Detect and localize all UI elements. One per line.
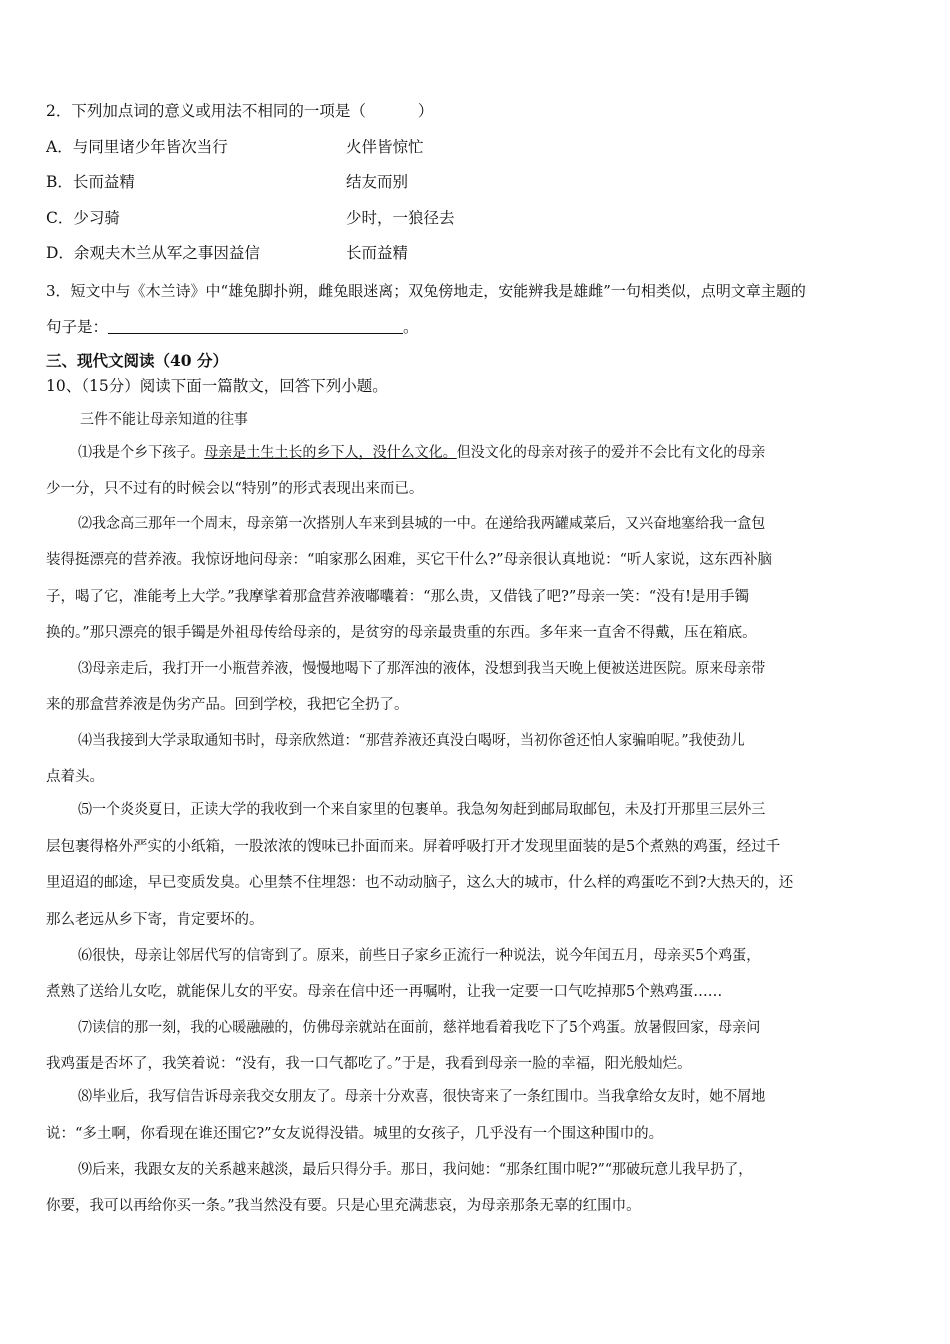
essay-p8-line1: ⑻毕业后，我写信告诉母亲我交女朋友了。母亲十分欢喜，很快寄来了一条红围巾。当我拿给女友时，她不屑地: [78, 1089, 766, 1105]
essay-p5-line2: 层包裹得格外严实的小纸箱，一股浓浓的馊味已扑面而来。屏着呼吸打开才发现里面装的是5个煮熟的鸡蛋，经过千: [46, 839, 781, 855]
q2-option-b: [46, 172, 409, 192]
option-b-right: 结友而别: [346, 173, 409, 191]
p1-underlined-sentence: 母亲是土生土长的乡下人，没什么文化。: [204, 445, 457, 461]
q2-option-c: [46, 208, 455, 228]
q2-stem-text: 2．下列加点词的意义或用法不相同的一项是（: [46, 102, 366, 120]
essay-p4-line2: 点着头。: [46, 769, 104, 785]
option-c-right: 少时，一狼径去: [346, 209, 455, 227]
essay-p6-line1: ⑹很快，母亲让邻居代写的信寄到了。原来，前些日子家乡正流行一种说法，说今年闰五月，母亲买5个鸡蛋，: [78, 948, 761, 964]
q2-stem: [46, 101, 433, 121]
option-c-left: C．少习骑: [46, 209, 120, 227]
q10-instruction: 10、（15分）阅读下面一篇散文，回答下列小题。: [46, 377, 388, 395]
q2-option-d: [46, 243, 409, 263]
q3-suffix: 。: [403, 318, 419, 336]
essay-p3-line2: 来的那盒营养液是伪劣产品。回到学校，我把它全扔了。: [46, 697, 409, 713]
option-b-left: B．长而益精: [46, 173, 135, 191]
essay-p5-line3: 里迢迢的邮途，早已变质发臭。心里禁不住埋怨：也不动动脑子，这么大的城市，什么样的鸡蛋吃不到?大热天的，还: [46, 875, 794, 891]
answer-blank[interactable]: [108, 317, 403, 334]
section-heading: 三、现代文阅读（40 分）: [46, 351, 228, 370]
essay-p8-line2: 说：“多土啊，你看现在谁还围它?”女友说得没错。城里的女孩子，几乎没有一个围这种围巾的。: [46, 1126, 664, 1142]
essay-p2-line4: 换的。”那只漂亮的银手镯是外祖母传给母亲的，是贫穷的母亲最贵重的东西。多年来一直舍不得戴，压在箱底。: [46, 625, 757, 641]
q3-line-2: [46, 317, 419, 337]
q2-option-a: [46, 137, 424, 157]
essay-p5-line1: ⑸一个炎炎夏日，正读大学的我收到一个来自家里的包裹单。我急匆匆赶到邮局取邮包，未及打开那里三层外三: [78, 802, 766, 818]
p1-text-b: 但没文化的母亲对孩子的爱并不会比有文化的母亲: [456, 445, 766, 461]
q3-prefix: 句子是：: [46, 318, 109, 336]
essay-p2-line3: 子，喝了它，准能考上大学。”我摩挲着那盒营养液嘟囔着：“那么贵，又借钱了吧?”母亲一笑：“没有!是用手镯: [46, 589, 749, 605]
essay-p9-line2: 你要，我可以再给你买一条。”我当然没有要。只是心里充满悲哀，为母亲那条无辜的红围巾。: [46, 1198, 641, 1214]
essay-p5-line4: 那么老远从乡下寄，肯定要坏的。: [46, 912, 264, 928]
essay-p7-line2: 我鸡蛋是否坏了，我笑着说：“没有，我一口气都吃了。”于是，我看到母亲一脸的幸福，阳光般灿烂。: [46, 1056, 692, 1072]
q3-line-1: 3．短文中与《木兰诗》中“雄兔脚扑朔，雌兔眼迷离；双兔傍地走，安能辨我是雄雌”一句相类似，点明文章主题的: [46, 282, 806, 300]
p1-text-a: ⑴我是个乡下孩子。: [78, 445, 205, 461]
option-d-left: D．余观夫木兰从军之事因益信: [46, 244, 260, 262]
option-d-right: 长而益精: [346, 244, 409, 262]
option-a-right: 火伴皆惊忙: [346, 138, 424, 156]
essay-p4-line1: ⑷当我接到大学录取通知书时，母亲欣然道：“那营养液还真没白喝呀，当初你爸还怕人家骗咱呢。”我使劲儿: [78, 733, 745, 749]
option-a-left: A．与同里诸少年皆次当行: [46, 138, 228, 156]
essay-title: 三件不能让母亲知道的往事: [80, 412, 248, 428]
essay-p2-line2: 装得挺漂亮的营养液。我惊讶地问母亲：“咱家那么困难，买它干什么?”母亲很认真地说：“听人家说，这东西补脑: [46, 552, 773, 568]
essay-p7-line1: ⑺读信的那一刻，我的心暖融融的，仿佛母亲就站在面前，慈祥地看着我吃下了5个鸡蛋。放暑假回家，母亲问: [78, 1020, 761, 1036]
essay-p2-line1: ⑵我念高三那年一个周末，母亲第一次搭别人车来到县城的一中。在递给我两罐咸菜后，又兴奋地塞给我一盒包: [78, 516, 766, 532]
q2-paren-close: ）: [417, 102, 434, 120]
essay-p1-line1: [78, 443, 910, 463]
essay-p3-line1: ⑶母亲走后，我打开一小瓶营养液，慢慢地喝下了那浑浊的液体，没想到我当天晚上便被送进医院。原来母亲带: [78, 661, 766, 677]
essay-p6-line2: 煮熟了送给儿女吃，就能保儿女的平安。母亲在信中还一再嘱咐，让我一定要一口气吃掉那5个熟鸡蛋……: [46, 984, 723, 1000]
essay-p1-line2: 少一分，只不过有的时候会以“特别”的形式表现出来而已。: [46, 481, 424, 497]
essay-p9-line1: ⑼后来，我跟女友的关系越来越淡，最后只得分手。那日，我问她：“那条红围巾呢?”“那破玩意儿我早扔了，: [78, 1162, 753, 1178]
